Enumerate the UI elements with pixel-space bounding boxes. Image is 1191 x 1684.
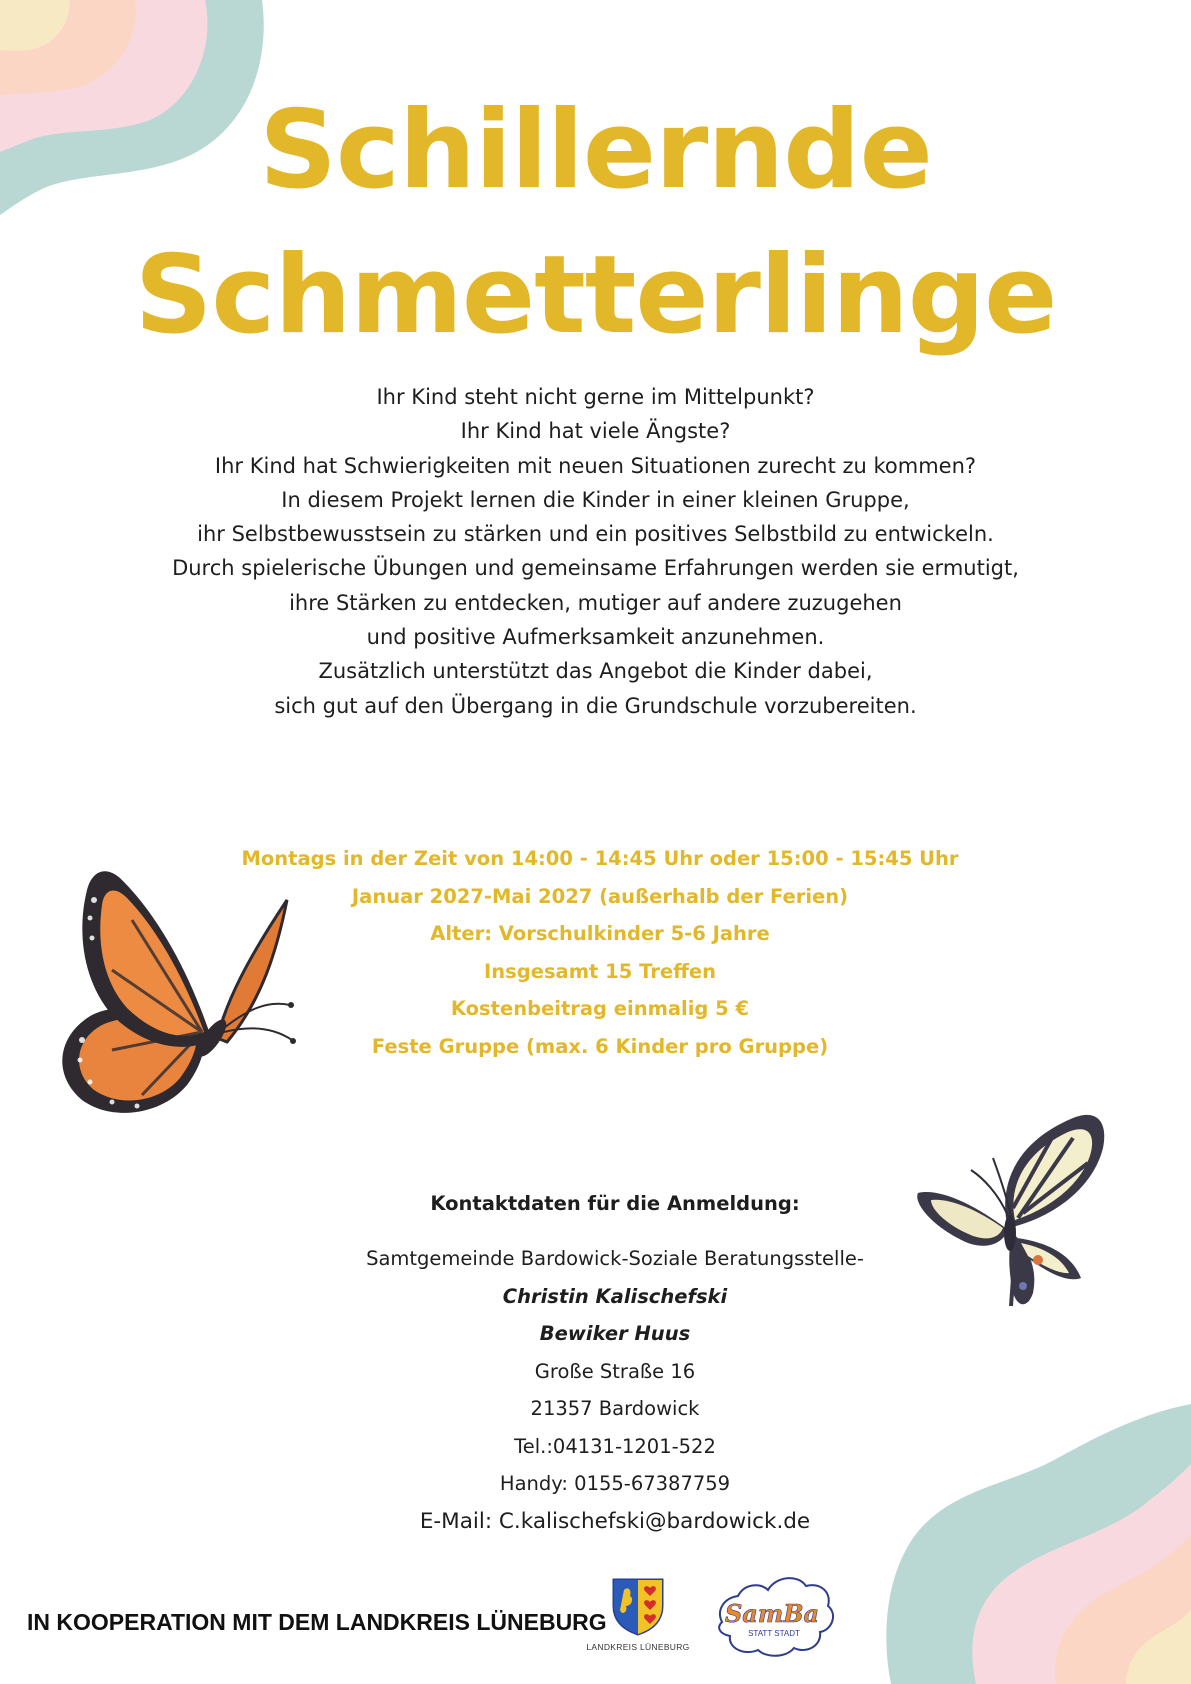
intro-line: und positive Aufmerksamkeit anzunehmen. (366, 625, 825, 650)
landkreis-lueneburg-crest-icon (610, 1576, 666, 1636)
intro-line: Zusätzlich unterstützt das Angebot die Kinder dabei, (318, 659, 873, 684)
intro-line: ihre Stärken zu entdecken, mutiger auf andere zuzugehen (289, 590, 902, 615)
intro-line: In diesem Projekt lernen die Kinder in einer kleinen Gruppe, (281, 487, 910, 512)
intro-line: Ihr Kind steht nicht gerne im Mittelpunkt? (376, 385, 815, 409)
landkreis-logo-caption: LANDKREIS LÜNEBURG (586, 1642, 690, 1652)
course-details (200, 840, 1000, 1065)
contact-place: Bewiker Huus (539, 1322, 691, 1345)
landkreis-lueneburg-logo (583, 1576, 693, 1652)
intro-line: Ihr Kind hat viele Ängste? (460, 419, 731, 444)
contact-mobile: Handy: 0155-67387759 (499, 1472, 731, 1495)
samba-statt-stadt-logo-icon (710, 1570, 840, 1662)
contact-organization: Samtgemeinde Bardowick-Soziale Beratungsstelle- (366, 1247, 864, 1270)
contact-city: 21357 Bardowick (530, 1397, 700, 1420)
intro-line: sich gut auf den Übergang in die Grundschule vorzubereiten. (274, 693, 917, 718)
samba-logo-subtext: STATT STADT (748, 1629, 800, 1638)
intro-line: Durch spielerische Übungen und gemeinsame Erfahrungen werden sie ermutigt, (172, 556, 1019, 581)
detail-schedule: Montags in der Zeit von 14:00 - 14:45 Uhr oder 15:00 - 15:45 Uhr (241, 847, 959, 870)
swallowtail-butterfly-icon (913, 1108, 1113, 1318)
contact-block (300, 1190, 930, 1540)
contact-heading: Kontaktdaten für die Anmeldung: (430, 1192, 800, 1215)
contact-email: E-Mail: C.kalischefski@bardowick.de (419, 1508, 811, 1534)
contact-street: Große Straße 16 (534, 1359, 696, 1383)
detail-age: Alter: Vorschulkinder 5-6 Jahre (430, 922, 770, 945)
detail-fee: Kostenbeitrag einmalig 5 € (450, 997, 750, 1020)
contact-person: Christin Kalischefski (502, 1284, 728, 1308)
title-line-1: Schillernde (259, 88, 932, 213)
contact-phone: Tel.:04131-1201-522 (514, 1434, 716, 1458)
intro-line: ihr Selbstbewusstsein zu stärken und ein positives Selbstbild zu entwickeln. (197, 522, 994, 547)
cooperation-note: IN KOOPERATION MIT DEM LANDKREIS LÜNEBURG (27, 1609, 607, 1635)
detail-group: Feste Gruppe (max. 6 Kinder pro Gruppe) (371, 1034, 829, 1058)
samba-logo-text: SamBa (724, 1599, 820, 1628)
title-line-2: Schmetterlinge (134, 233, 1057, 358)
detail-meetings: Insgesamt 15 Treffen (484, 959, 716, 983)
intro-line: Ihr Kind hat Schwierigkeiten mit neuen Situationen zurecht zu kommen? (214, 453, 977, 478)
detail-period: Januar 2027-Mai 2027 (außerhalb der Ferien) (351, 884, 849, 908)
flyer-title (0, 78, 1191, 368)
intro-paragraph (60, 380, 1131, 723)
